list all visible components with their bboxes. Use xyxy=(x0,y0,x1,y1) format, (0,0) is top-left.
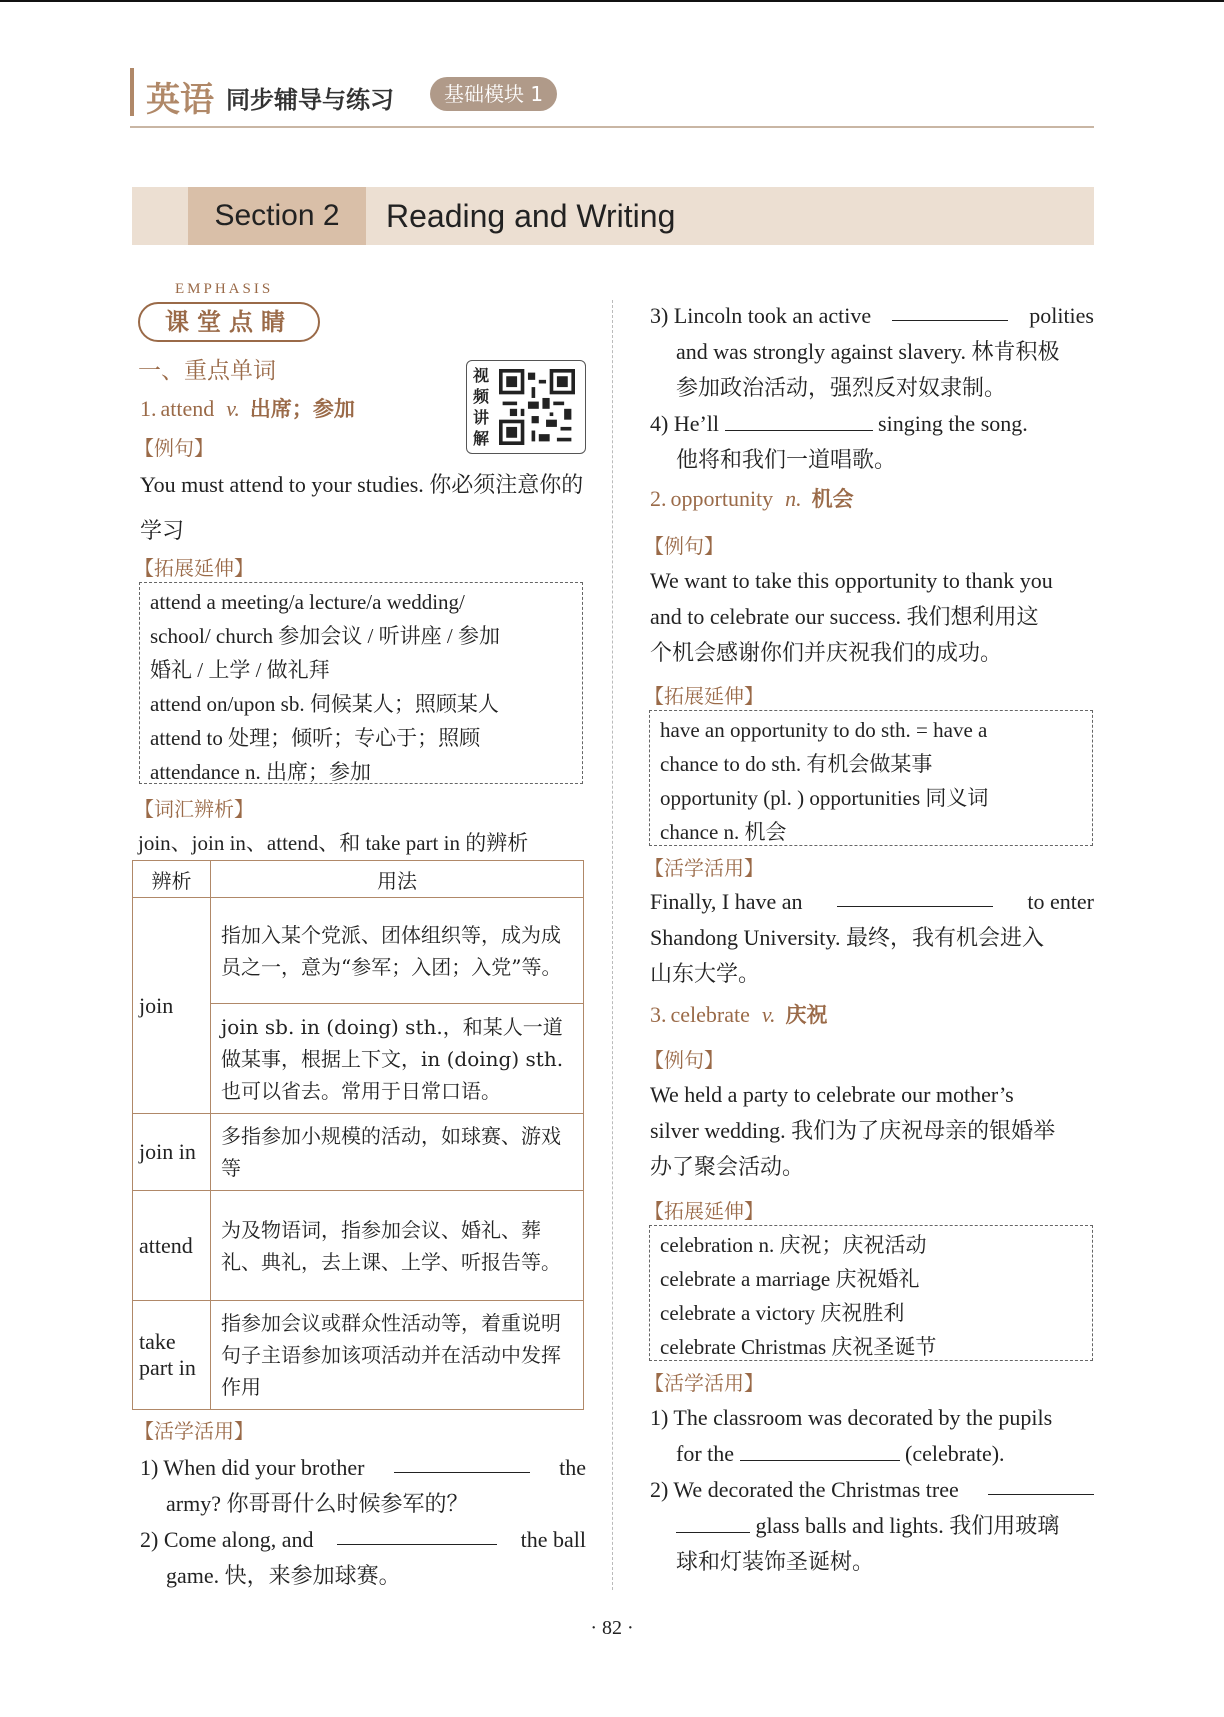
video-qr-code[interactable] xyxy=(466,360,586,454)
word-pos: n. xyxy=(785,486,802,511)
answer-blank[interactable] xyxy=(725,408,873,431)
table-key: take part in xyxy=(133,1301,211,1410)
answer-blank[interactable] xyxy=(837,884,993,907)
practice-text: 1) The classroom was decorated by the pupils xyxy=(650,1405,1053,1430)
practice-text: game. 快，来参加球赛。 xyxy=(166,1563,401,1588)
comparison-table xyxy=(132,860,584,1410)
practice-item xyxy=(140,1522,586,1594)
tag-extend: 【拓展延伸】 xyxy=(644,684,764,708)
extend-line: 婚礼 / 上学 / 做礼拜 xyxy=(150,658,330,682)
extend-line: attendance n. 出席；参加 xyxy=(150,760,372,784)
table-header: 用法 xyxy=(211,861,584,898)
table-row xyxy=(133,898,584,1004)
extend-line: chance to do sth. 有机会做某事 xyxy=(660,752,933,776)
practice-text: army? 你哥哥什么时候参军的？ xyxy=(166,1491,469,1516)
tag-extend: 【拓展延伸】 xyxy=(134,556,254,580)
tag-practice: 【活学活用】 xyxy=(644,1371,764,1395)
word-headword: opportunity xyxy=(670,486,774,511)
extend-line: celebrate Christmas 庆祝圣诞节 xyxy=(660,1335,937,1359)
table-usage: join sb. in (doing) sth.，和某人一道做某事，根据上下文，in (doing) sth. 也可以省去。常用于日常口语。 xyxy=(211,1004,584,1114)
tag-extend: 【拓展延伸】 xyxy=(644,1199,764,1223)
example-line: We held a party to celebrate our mother’s xyxy=(650,1082,1014,1107)
tag-vocab: 【词汇辨析】 xyxy=(134,797,254,821)
answer-blank[interactable] xyxy=(676,1510,750,1533)
header-module-badge: 基础模块 1 xyxy=(430,77,557,111)
practice-text: polities xyxy=(1029,303,1094,328)
word-entry-opportunity xyxy=(650,483,854,513)
extend-line: opportunity (pl. ) opportunities 同义词 xyxy=(660,786,989,810)
extend-line: celebrate a marriage 庆祝婚礼 xyxy=(660,1267,920,1291)
key-words-heading: 一、重点单词 xyxy=(138,358,276,384)
practice-item xyxy=(650,1472,1094,1580)
practice-text: 2) Come along, and xyxy=(140,1527,314,1552)
answer-blank[interactable] xyxy=(394,1450,530,1473)
table-key: join xyxy=(133,898,211,1114)
practice-text: 4) He’ll xyxy=(650,411,720,436)
vocab-intro: join、join in、attend、和 take part in 的辨析 xyxy=(138,831,529,855)
section-title: Reading and Writing xyxy=(386,198,676,234)
header-subject: 英语 xyxy=(146,80,214,120)
word-entry-celebrate xyxy=(650,999,828,1029)
word-pos: v. xyxy=(761,1002,776,1027)
table-key: attend xyxy=(133,1191,211,1301)
answer-blank[interactable] xyxy=(988,1472,1094,1495)
practice-text: 他将和我们一道唱歌。 xyxy=(676,447,897,472)
extend-line: attend on/upon sb. 伺候某人；照顾某人 xyxy=(150,692,499,716)
table-header: 辨析 xyxy=(133,861,211,898)
extend-line: school/ church 参加会议 / 听讲座 / 参加 xyxy=(150,624,500,648)
example-line: and to celebrate our success. 我们想利用这 xyxy=(650,604,1039,629)
practice-text: singing the song. xyxy=(878,411,1028,436)
extend-line: chance n. 机会 xyxy=(660,820,787,844)
table-key: join in xyxy=(133,1114,211,1191)
practice-item xyxy=(650,1400,1094,1472)
practice-text: 3) Lincoln took an active xyxy=(650,303,872,328)
example-line: silver wedding. 我们为了庆祝母亲的银婚举 xyxy=(650,1118,1056,1143)
extend-line: attend a meeting/a lecture/a wedding/ xyxy=(150,590,465,614)
word-meaning: 机会 xyxy=(811,487,854,511)
example-sentence xyxy=(650,563,1094,671)
table-header-row xyxy=(133,861,584,898)
table-row xyxy=(133,1114,584,1191)
practice-text: to enter xyxy=(1027,889,1094,914)
extend-line: attend to 处理；倾听；专心于；照顾 xyxy=(150,726,481,750)
word-number: 2. xyxy=(650,486,667,511)
practice-item xyxy=(140,1450,586,1522)
word-meaning: 庆祝 xyxy=(785,1003,828,1027)
word-headword: attend xyxy=(160,396,215,421)
word-entry-attend xyxy=(140,393,355,423)
qr-label: 视频讲解 xyxy=(473,366,490,448)
example-line: 个机会感谢你们并庆祝我们的成功。 xyxy=(650,640,1003,665)
practice-text: 球和灯装饰圣诞树。 xyxy=(676,1549,875,1574)
extend-line: celebration n. 庆祝；庆祝活动 xyxy=(660,1233,927,1257)
header-book-title: 同步辅导与练习 xyxy=(226,86,394,114)
extend-box xyxy=(649,1225,1093,1361)
example-sentence: You must attend to your studies. 你必须注意你的学习 xyxy=(140,472,584,543)
section-number: Section 2 xyxy=(188,187,366,245)
tag-example: 【例句】 xyxy=(134,436,214,460)
table-usage: 指参加会议或群众性活动等，着重说明句子主语参加该项活动并在活动中发挥作用 xyxy=(211,1301,584,1410)
practice-text: Finally, I have an xyxy=(650,889,803,914)
example-sentence xyxy=(650,1077,1094,1185)
book-header xyxy=(130,68,1094,128)
tag-example: 【例句】 xyxy=(644,1048,724,1072)
extend-box xyxy=(139,582,583,784)
practice-text: for the xyxy=(676,1441,735,1466)
practice-item xyxy=(650,884,1094,992)
column-divider xyxy=(612,300,613,1590)
header-rule xyxy=(130,126,1094,128)
table-usage: 指加入某个党派、团体组织等，成为成员之一，意为“参军；入团；入党”等。 xyxy=(211,898,584,1004)
word-number: 1. xyxy=(140,396,157,421)
section-banner xyxy=(132,187,1094,245)
practice-text: and was strongly against slavery. 林肯积极 xyxy=(676,339,1060,364)
practice-text: (celebrate). xyxy=(905,1441,1005,1466)
practice-text: the ball xyxy=(520,1527,586,1552)
word-number: 3. xyxy=(650,1002,667,1027)
header-accent-bar xyxy=(130,68,134,116)
practice-text: 2) We decorated the Christmas tree xyxy=(650,1477,959,1502)
tag-practice: 【活学活用】 xyxy=(644,856,764,880)
answer-blank[interactable] xyxy=(337,1522,497,1545)
word-pos: v. xyxy=(226,396,240,421)
tag-practice: 【活学活用】 xyxy=(134,1419,254,1443)
emphasis-label-cn: 课堂点睛 xyxy=(138,302,320,342)
practice-text: 山东大学。 xyxy=(650,961,761,986)
qr-code-icon xyxy=(499,369,575,445)
practice-text: 参加政治活动，强烈反对奴隶制。 xyxy=(676,375,1007,400)
word-headword: celebrate xyxy=(670,1002,750,1027)
answer-blank[interactable] xyxy=(740,1438,900,1461)
tag-example: 【例句】 xyxy=(644,534,724,558)
practice-text: glass balls and lights. 我们用玻璃 xyxy=(755,1513,1060,1538)
practice-text: the xyxy=(559,1455,586,1480)
table-row xyxy=(133,1301,584,1410)
table-usage: 多指参加小规模的活动，如球赛、游戏等 xyxy=(211,1114,584,1191)
table-usage: 为及物语词，指参加会议、婚礼、葬礼、典礼，去上课、上学、听报告等。 xyxy=(211,1191,584,1301)
practice-text: 1) When did your brother xyxy=(140,1455,365,1480)
table-row xyxy=(133,1191,584,1301)
top-border xyxy=(0,0,1224,2)
emphasis-label-en: EMPHASIS xyxy=(175,281,274,297)
practice-item xyxy=(650,298,1094,406)
example-line: We want to take this opportunity to thank you xyxy=(650,568,1053,593)
word-meaning: 出席；参加 xyxy=(249,397,355,421)
example-line: 办了聚会活动。 xyxy=(650,1154,805,1179)
practice-item xyxy=(650,406,1094,478)
extend-line: have an opportunity to do sth. = have a xyxy=(660,718,988,742)
page-number: · 82 · xyxy=(590,1617,634,1639)
practice-text: Shandong University. 最终，我有机会进入 xyxy=(650,925,1044,950)
answer-blank[interactable] xyxy=(892,298,1008,321)
extend-box xyxy=(649,710,1093,846)
extend-line: celebrate a victory 庆祝胜利 xyxy=(660,1301,905,1325)
